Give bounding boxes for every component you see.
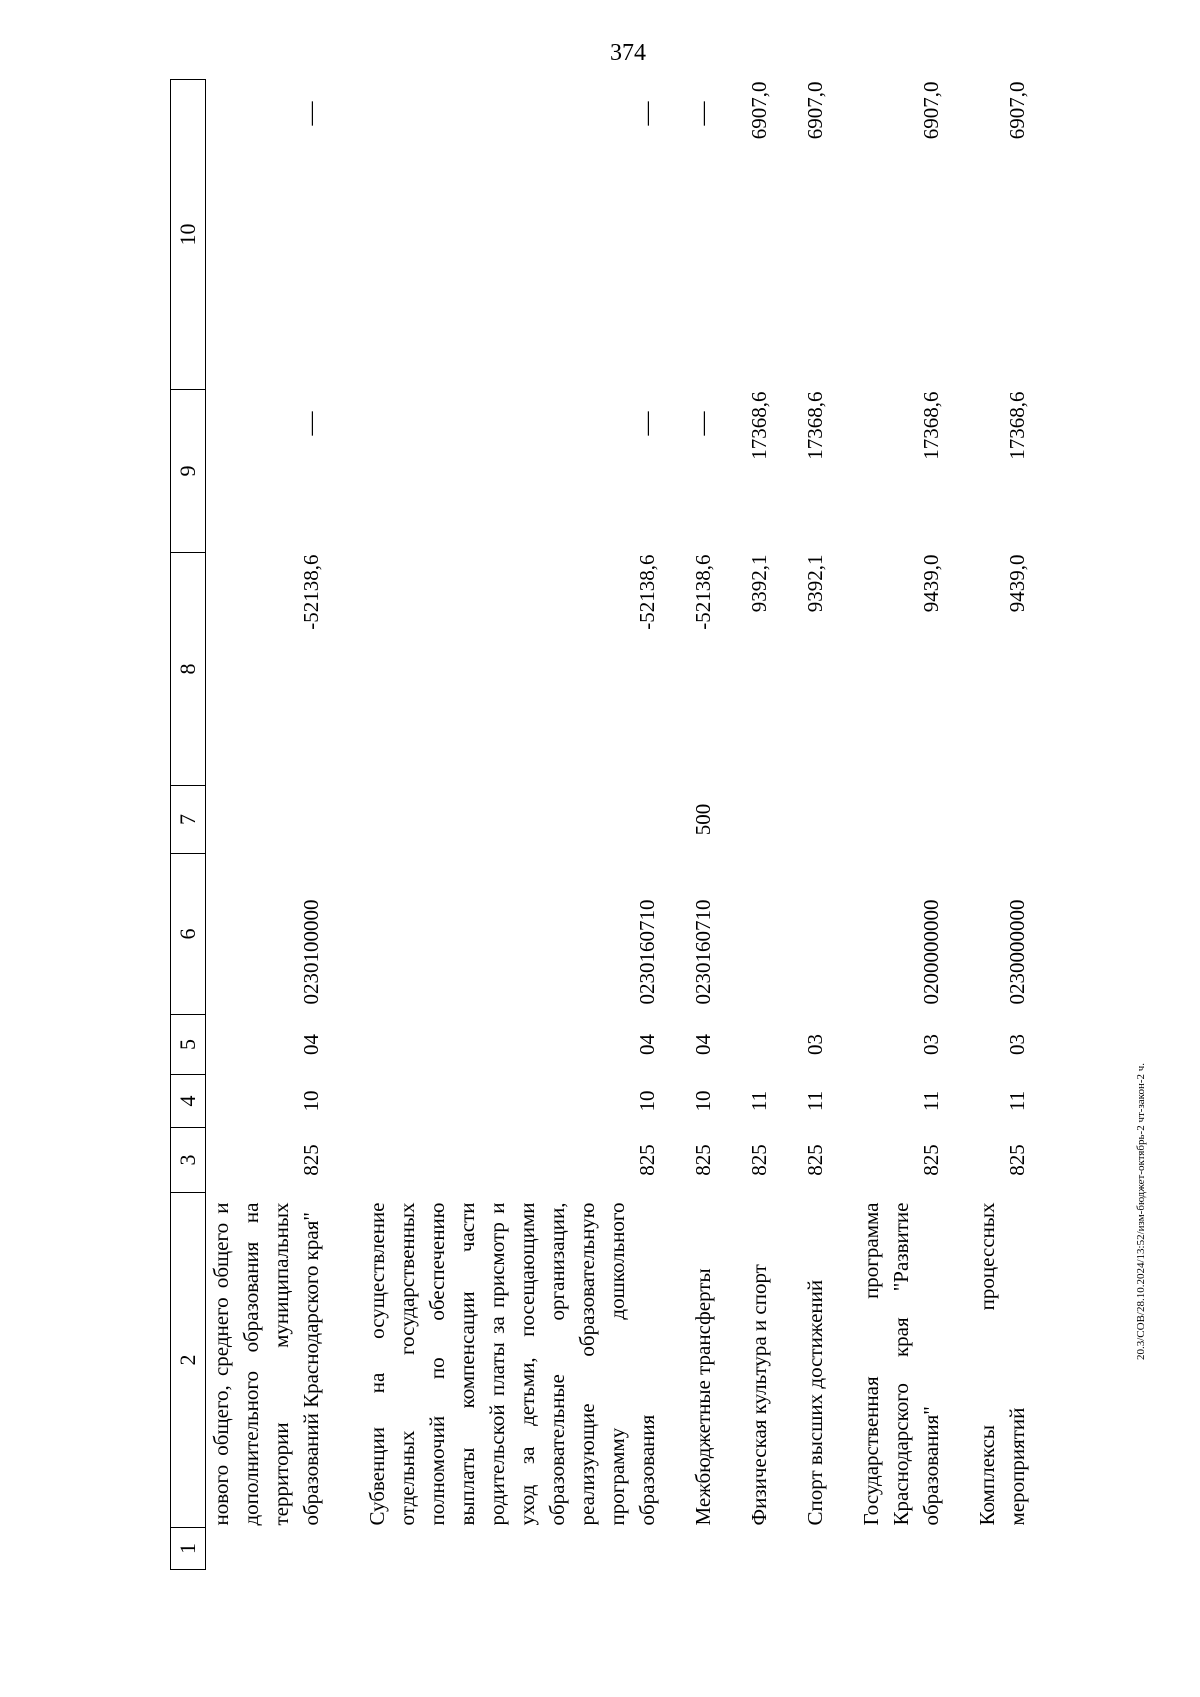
- target-article-cell: 0230160710: [691, 899, 715, 1005]
- expense-type-cell: [972, 786, 1058, 854]
- expense-type-cell: 500: [691, 803, 715, 836]
- row-name-cell: Физическая культура и спорт: [747, 1264, 771, 1526]
- table-row: [688, 80, 744, 1570]
- amount-3-cell: [688, 80, 744, 390]
- expense-type-cell: [856, 786, 972, 854]
- amount-1-cell: 9439,0: [1005, 554, 1029, 613]
- ved-cell: 825: [635, 1144, 659, 1176]
- table-row: [206, 80, 363, 1570]
- row-number-cell: [800, 1528, 856, 1570]
- amount-2-cell: [206, 390, 363, 553]
- subsection-cell: 03: [1005, 1034, 1029, 1055]
- amount-3-cell: 6907,0: [803, 81, 827, 140]
- row-name-cell: Субвенции на осуществление отдельных государственных полномочий по обеспечению выплаты компенсации части родительской платы за присмотр и уход за детьми, посещающими образовательные организации, реализующие образовательную программу дошкольного образования: [365, 1202, 659, 1526]
- row-number-cell: [744, 1528, 800, 1570]
- target-article-cell: 0200000000: [919, 899, 943, 1005]
- amount-2-cell: 17368,6: [919, 391, 943, 460]
- ved-cell: 825: [919, 1144, 943, 1176]
- row-number-cell: [688, 1528, 744, 1570]
- dash-mark: —: [634, 101, 660, 126]
- ved-cell: 825: [691, 1144, 715, 1176]
- column-header: 10: [171, 80, 206, 390]
- target-article-cell: 0230160710: [635, 899, 659, 1005]
- ved-cell: 825: [803, 1144, 827, 1176]
- amount-1-cell: -52138,6: [299, 554, 323, 630]
- table-row: [800, 80, 856, 1570]
- amount-1-cell: 9392,1: [803, 554, 827, 613]
- expense-type-cell: [362, 786, 688, 854]
- amount-3-cell: 6907,0: [919, 81, 943, 140]
- target-article-cell: 0230100000: [299, 899, 323, 1005]
- amount-1-cell: -52138,6: [691, 554, 715, 630]
- row-name-cell: Спорт высших достижений: [803, 1279, 827, 1526]
- amount-3-cell: [362, 80, 688, 390]
- budget-table: [170, 79, 1058, 1570]
- dash-mark: —: [690, 411, 716, 436]
- row-number-cell: [856, 1528, 972, 1570]
- table-row: [744, 80, 800, 1570]
- section-cell: 11: [919, 1090, 943, 1112]
- column-header: 7: [171, 786, 206, 854]
- section-cell: 11: [747, 1090, 771, 1112]
- subsection-cell: [744, 1015, 800, 1075]
- section-cell: 11: [803, 1090, 827, 1112]
- amount-2-cell: 17368,6: [1005, 391, 1029, 460]
- amount-2-cell: 17368,6: [747, 391, 771, 460]
- row-number-cell: [362, 1528, 688, 1570]
- table-row: [972, 80, 1058, 1570]
- document-footer-code: 20.3/СОВ/28.10.2024/13:52/изм-бюджет-октябрь-2 чт-закон-2 ч.: [1135, 1062, 1147, 1360]
- dash-mark: —: [298, 101, 324, 126]
- ved-cell: 825: [1005, 1144, 1029, 1176]
- row-number-cell: [206, 1528, 363, 1570]
- column-header: 9: [171, 390, 206, 553]
- row-name-cell: Государственная программа Краснодарского края "Развитие образования": [859, 1202, 943, 1526]
- target-article-cell: [800, 854, 856, 1015]
- amount-1-cell: 9392,1: [747, 554, 771, 613]
- section-cell: 10: [635, 1090, 659, 1112]
- subsection-cell: 04: [635, 1034, 659, 1055]
- expense-type-cell: [206, 786, 363, 854]
- amount-2-cell: [362, 390, 688, 553]
- table-row: [362, 80, 688, 1570]
- amount-3-cell: [206, 80, 363, 390]
- ved-cell: 825: [299, 1144, 323, 1176]
- rotated-table-container: [170, 80, 1170, 1570]
- column-header: 1: [171, 1528, 206, 1570]
- row-name-cell: Межбюджетные трансферты: [691, 1268, 715, 1526]
- dash-mark: —: [634, 411, 660, 436]
- section-cell: 10: [299, 1090, 323, 1112]
- dash-mark: —: [298, 411, 324, 436]
- ved-cell: 825: [747, 1144, 771, 1176]
- column-header: 6: [171, 854, 206, 1015]
- amount-1-cell: -52138,6: [635, 554, 659, 630]
- column-header: 5: [171, 1015, 206, 1075]
- subsection-cell: 04: [299, 1034, 323, 1055]
- target-article-cell: 0230000000: [1005, 899, 1029, 1005]
- dash-mark: —: [690, 101, 716, 126]
- expense-type-cell: [744, 786, 800, 854]
- column-header: 2: [171, 1193, 206, 1528]
- amount-1-cell: 9439,0: [919, 554, 943, 613]
- amount-3-cell: 6907,0: [747, 81, 771, 140]
- amount-2-cell: 17368,6: [803, 391, 827, 460]
- subsection-cell: 03: [803, 1034, 827, 1055]
- expense-type-cell: [800, 786, 856, 854]
- row-number-cell: [972, 1528, 1058, 1570]
- table-header-row: [171, 80, 206, 1570]
- amount-2-cell: [688, 390, 744, 553]
- row-name-cell: Комплексы процессных мероприятий: [975, 1202, 1029, 1526]
- row-name-cell: нового общего, среднего общего и дополнительного образования на территории муниципальных образований Краснодарского края": [209, 1202, 323, 1526]
- section-cell: 10: [691, 1090, 715, 1112]
- target-article-cell: [744, 854, 800, 1015]
- subsection-cell: 03: [919, 1034, 943, 1055]
- section-cell: 11: [1005, 1090, 1029, 1112]
- column-header: 4: [171, 1075, 206, 1128]
- table-row: [856, 80, 972, 1570]
- subsection-cell: 04: [691, 1034, 715, 1055]
- page-number: 374: [610, 40, 646, 66]
- column-header: 3: [171, 1128, 206, 1193]
- column-header: 8: [171, 553, 206, 786]
- amount-3-cell: 6907,0: [1005, 81, 1029, 140]
